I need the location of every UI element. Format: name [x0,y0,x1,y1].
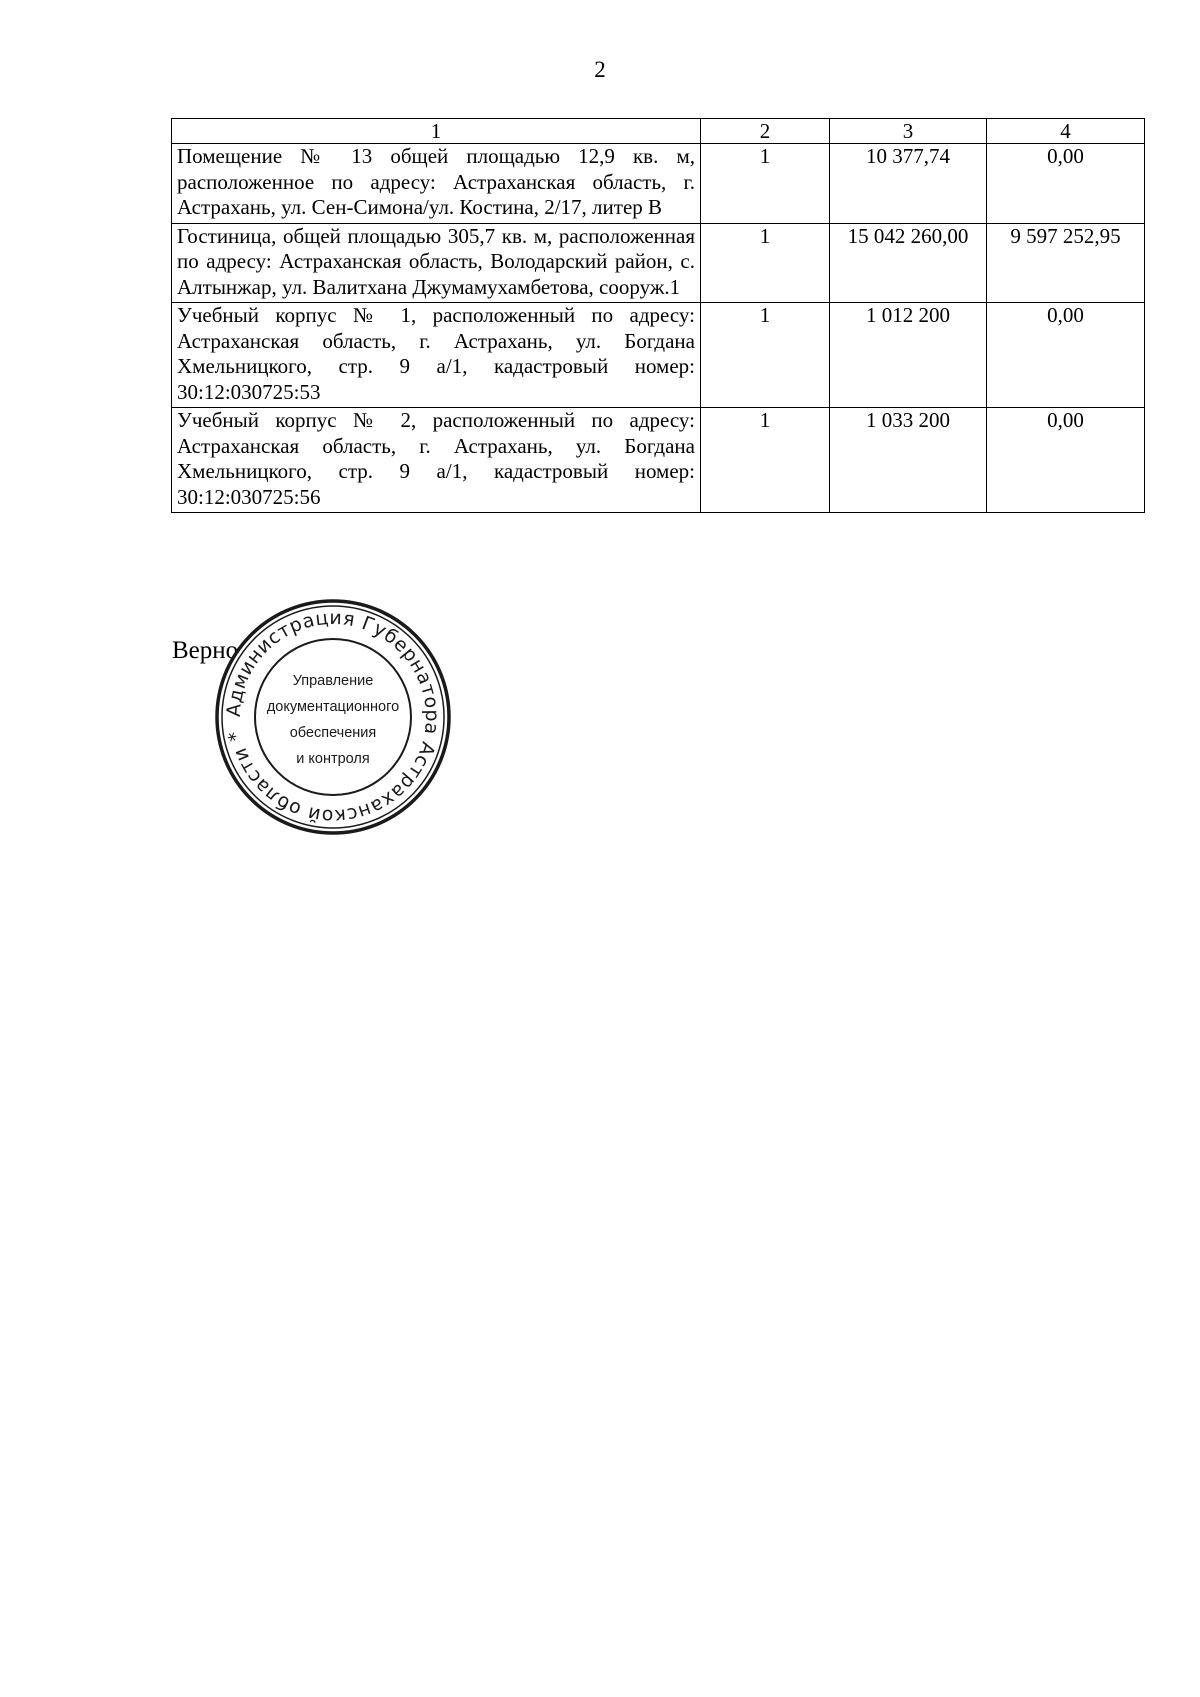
table-row [172,144,1145,224]
row-quantity: 1 [701,408,830,513]
page-number: 2 [594,57,606,82]
column-header-3: 3 [830,119,987,144]
row-quantity: 1 [701,303,830,408]
row-value: 15 042 260,00 [830,223,987,303]
row-description: Помещение № 13 общей площадью 12,9 кв. м, расположенное по адресу: Астраханская область, г. Астрахань, ул. Сен-Симона/ул. Костина, 2/17, литер В [172,144,701,224]
property-table [171,118,1145,513]
row-residual: 0,00 [987,303,1145,408]
table-row [172,223,1145,303]
certification-label: Верно [172,637,239,664]
row-residual: 0,00 [987,408,1145,513]
stamp-inner-line: документационного [266,699,400,715]
table-header-row [172,119,1145,144]
stamp-seal-icon [213,597,453,837]
table-row [172,408,1145,513]
stamp-outer-ring [217,601,449,833]
table-row [172,303,1145,408]
row-value: 10 377,74 [830,144,987,224]
row-residual: 9 597 252,95 [987,223,1145,303]
row-value: 1 033 200 [830,408,987,513]
row-residual: 0,00 [987,144,1145,224]
column-header-1: 1 [172,119,701,144]
row-quantity: 1 [701,223,830,303]
row-description: Гостиница, общей площадью 305,7 кв. м, расположенная по адресу: Астраханская область, Володарский район, с. Алтынжар, ул. Валитхана Джумамухамбетова, сооруж.1 [172,223,701,303]
stamp-inner-line: и контроля [296,751,370,767]
stamp-ring-text: Администрация Губернатора Астраханской области * [222,606,444,828]
row-description: Учебный корпус № 1, расположенный по адресу: Астраханская область, г. Астрахань, ул. Богдана Хмельницкого, стр. 9 а/1, кадастровый номер: 30:12:030725:53 [172,303,701,408]
row-quantity: 1 [701,144,830,224]
stamp-inner-line: обеспечения [289,725,377,741]
row-description: Учебный корпус № 2, расположенный по адресу: Астраханская область, г. Астрахань, ул. Богдана Хмельницкого, стр. 9 а/1, кадастровый номер: 30:12:030725:56 [172,408,701,513]
stamp-inner-ring [255,639,411,795]
column-header-2: 2 [701,119,830,144]
column-header-4: 4 [987,119,1145,144]
official-stamp [213,597,453,837]
stamp-inner-line: Управление [292,673,374,689]
row-value: 1 012 200 [830,303,987,408]
